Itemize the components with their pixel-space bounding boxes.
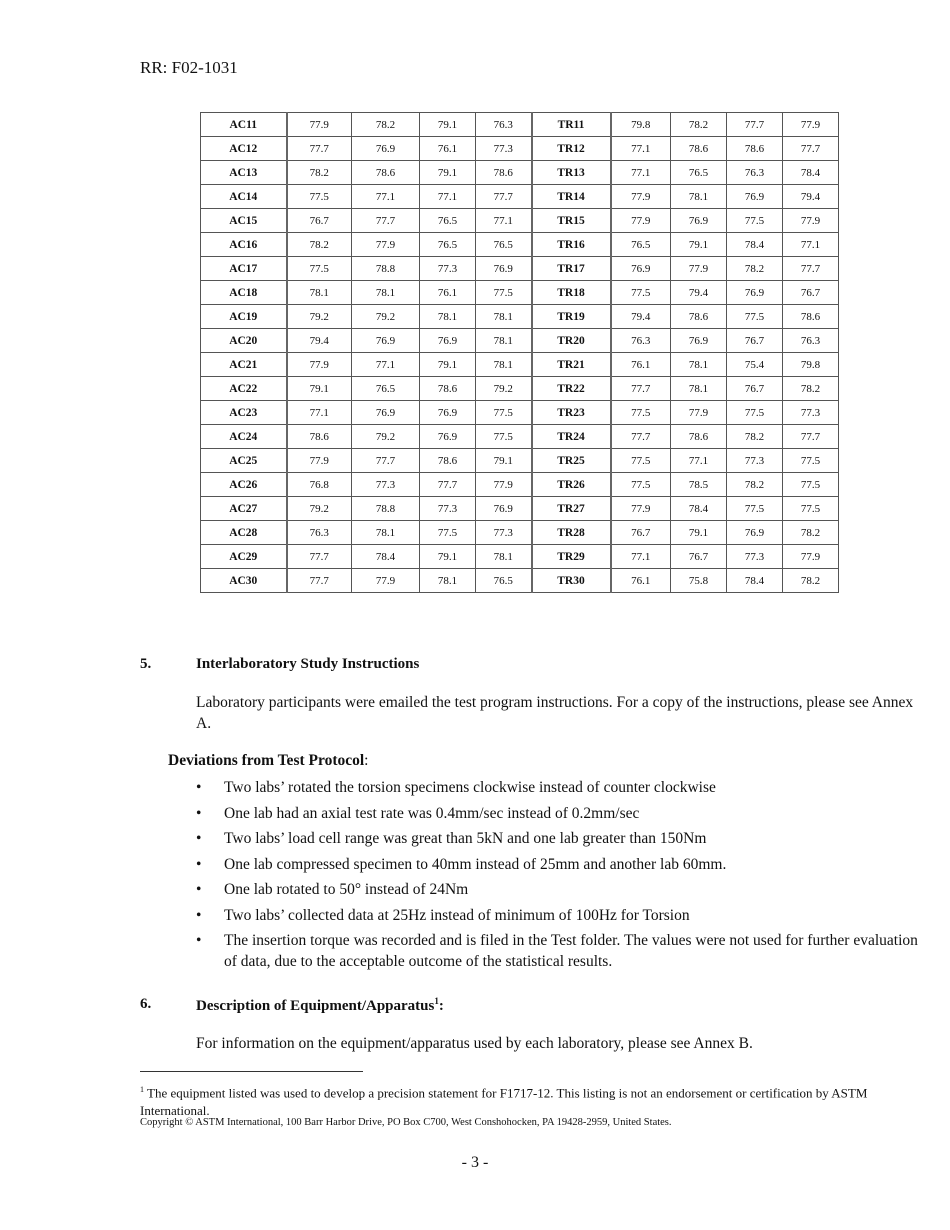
value-cell: 77.9 [352,233,420,257]
value-cell: 76.9 [727,185,783,209]
value-cell: 79.2 [476,377,532,401]
section-6-title [196,996,444,1015]
value-cell: 76.5 [671,161,727,185]
specimen-id-cell: AC24 [201,425,287,449]
specimen-id-cell: AC12 [201,137,287,161]
specimen-id-cell: AC26 [201,473,287,497]
deviation-text: The insertion torque was recorded and is filed in the Test folder. The values were not used for further evaluation of data, due to the acceptable outcome of the statistical results. [224,932,918,970]
specimen-id-cell: AC27 [201,497,287,521]
value-cell: 78.4 [727,233,783,257]
specimen-id-cell: AC19 [201,305,287,329]
value-cell: 77.5 [476,425,532,449]
value-cell: 76.1 [611,353,671,377]
specimen-id-cell: AC16 [201,233,287,257]
deviations-colon: : [364,752,369,769]
value-cell: 77.1 [476,209,532,233]
specimen-id-cell: TR14 [532,185,611,209]
value-cell: 77.3 [476,521,532,545]
value-cell: 77.5 [783,497,839,521]
value-cell: 77.5 [611,449,671,473]
value-cell: 79.1 [420,113,476,137]
value-cell: 76.9 [671,209,727,233]
value-cell: 78.1 [352,281,420,305]
table-row [201,281,839,305]
value-cell: 76.9 [352,137,420,161]
value-cell: 78.2 [727,473,783,497]
value-cell: 78.4 [727,569,783,593]
value-cell: 77.7 [611,377,671,401]
value-cell: 77.5 [727,401,783,425]
specimen-id-cell: TR29 [532,545,611,569]
specimen-id-cell: TR15 [532,209,611,233]
specimen-id-cell: AC21 [201,353,287,377]
value-cell: 77.5 [420,521,476,545]
value-cell: 77.9 [671,257,727,281]
value-cell: 77.9 [287,353,352,377]
value-cell: 77.1 [287,401,352,425]
value-cell: 78.1 [476,353,532,377]
section-6-number: 6. [140,996,152,1012]
deviation-item [196,905,926,926]
value-cell: 76.5 [420,209,476,233]
value-cell: 77.9 [476,473,532,497]
value-cell: 77.7 [287,137,352,161]
value-cell: 77.5 [476,281,532,305]
specimen-id-cell: TR22 [532,377,611,401]
value-cell: 78.2 [352,113,420,137]
value-cell: 78.2 [287,233,352,257]
section-5-body: Laboratory participants were emailed the test program instructions. For a copy of the instructions, please see Annex A. [196,694,914,732]
deviation-text: One lab compressed specimen to 40mm instead of 25mm and another lab 60mm. [224,855,727,873]
value-cell: 77.1 [611,161,671,185]
value-cell: 78.1 [476,305,532,329]
value-cell: 77.7 [476,185,532,209]
value-cell: 76.5 [352,377,420,401]
value-cell: 79.8 [783,353,839,377]
value-cell: 76.1 [611,569,671,593]
value-cell: 78.1 [352,521,420,545]
value-cell: 76.7 [727,377,783,401]
value-cell: 75.4 [727,353,783,377]
value-cell: 79.8 [611,113,671,137]
value-cell: 77.5 [727,305,783,329]
value-cell: 76.1 [420,281,476,305]
value-cell: 78.5 [671,473,727,497]
value-cell: 77.5 [611,281,671,305]
value-cell: 77.5 [611,473,671,497]
value-cell: 77.3 [727,545,783,569]
deviation-text: Two labs’ load cell range was great than 5kN and one lab greater than 150Nm [224,830,707,847]
value-cell: 79.1 [420,545,476,569]
value-cell: 77.9 [783,209,839,233]
value-cell: 78.1 [671,185,727,209]
deviation-item [196,854,926,875]
deviation-text: One lab had an axial test rate was 0.4mm/sec instead of 0.2mm/sec [224,804,640,822]
value-cell: 77.9 [287,113,352,137]
value-cell: 77.7 [287,569,352,593]
specimen-id-cell: TR24 [532,425,611,449]
deviation-text: One lab rotated to 50° instead of 24Nm [224,881,469,898]
value-cell: 79.4 [783,185,839,209]
table-row [201,233,839,257]
value-cell: 79.2 [287,305,352,329]
value-cell: 77.3 [783,401,839,425]
deviation-item [196,930,926,972]
section-5-number: 5. [140,656,152,672]
value-cell: 76.5 [420,233,476,257]
deviation-item [196,803,926,824]
value-cell: 79.4 [287,329,352,353]
deviation-item [196,879,926,900]
value-cell: 78.6 [420,377,476,401]
value-cell: 75.8 [671,569,727,593]
value-cell: 78.4 [783,161,839,185]
deviations-title: Deviations from Test Protocol [168,752,365,769]
value-cell: 77.7 [783,137,839,161]
table-row [201,425,839,449]
specimen-id-cell: AC25 [201,449,287,473]
value-cell: 78.1 [476,329,532,353]
value-cell: 78.6 [783,305,839,329]
value-cell: 77.1 [611,545,671,569]
value-cell: 77.7 [420,473,476,497]
value-cell: 76.3 [476,113,532,137]
value-cell: 77.5 [287,185,352,209]
value-cell: 76.9 [352,329,420,353]
value-cell: 76.5 [611,233,671,257]
value-cell: 77.3 [476,137,532,161]
deviation-item [196,777,926,798]
table-row [201,569,839,593]
value-cell: 78.6 [671,425,727,449]
value-cell: 79.2 [352,305,420,329]
value-cell: 78.2 [727,257,783,281]
value-cell: 78.2 [671,113,727,137]
specimen-id-cell: AC28 [201,521,287,545]
value-cell: 77.1 [783,233,839,257]
specimen-id-cell: TR13 [532,161,611,185]
value-cell: 78.2 [727,425,783,449]
value-cell: 78.8 [352,257,420,281]
deviation-text: Two labs’ collected data at 25Hz instead of minimum of 100Hz for Torsion [224,906,690,924]
specimen-id-cell: TR23 [532,401,611,425]
value-cell: 78.1 [420,569,476,593]
value-cell: 77.9 [783,113,839,137]
table-row [201,401,839,425]
specimen-id-cell: AC11 [201,113,287,137]
value-cell: 79.4 [611,305,671,329]
value-cell: 77.3 [352,473,420,497]
page-number: - 3 - [461,1154,489,1171]
value-cell: 76.5 [476,569,532,593]
value-cell: 76.9 [420,401,476,425]
table-row [201,473,839,497]
value-cell: 77.1 [420,185,476,209]
value-cell: 77.9 [611,209,671,233]
table-row [201,137,839,161]
value-cell: 78.4 [352,545,420,569]
value-cell: 77.9 [671,401,727,425]
bullet-icon: • [196,830,202,847]
value-cell: 76.9 [352,401,420,425]
value-cell: 77.9 [611,497,671,521]
value-cell: 77.7 [352,209,420,233]
specimen-id-cell: TR17 [532,257,611,281]
value-cell: 77.9 [783,545,839,569]
bullet-icon: • [196,804,202,822]
specimen-id-cell: AC18 [201,281,287,305]
value-cell: 78.6 [671,305,727,329]
footnote-text: The equipment listed was used to develop a precision statement for F1717-12. This listing is not an endorsement or certification by ASTM International. [140,1085,868,1119]
value-cell: 76.9 [420,425,476,449]
bullet-icon: • [196,932,202,949]
value-cell: 76.9 [671,329,727,353]
value-cell: 77.9 [287,449,352,473]
value-cell: 79.1 [420,161,476,185]
value-cell: 79.4 [671,281,727,305]
value-cell: 78.6 [287,425,352,449]
specimen-id-cell: AC30 [201,569,287,593]
value-cell: 77.5 [783,449,839,473]
value-cell: 78.6 [727,137,783,161]
table-row [201,521,839,545]
specimen-id-cell: TR18 [532,281,611,305]
value-cell: 78.4 [671,497,727,521]
specimen-id-cell: TR25 [532,449,611,473]
value-cell: 77.7 [783,257,839,281]
table-row [201,449,839,473]
specimen-id-cell: TR16 [532,233,611,257]
specimen-id-cell: TR30 [532,569,611,593]
value-cell: 78.8 [352,497,420,521]
value-cell: 76.7 [671,545,727,569]
value-cell: 76.9 [476,257,532,281]
bullet-icon: • [196,779,202,796]
value-cell: 77.7 [611,425,671,449]
value-cell: 76.9 [727,281,783,305]
specimen-id-cell: AC20 [201,329,287,353]
value-cell: 78.2 [783,569,839,593]
table-row [201,353,839,377]
specimen-id-cell: AC13 [201,161,287,185]
value-cell: 76.5 [476,233,532,257]
value-cell: 77.5 [783,473,839,497]
value-cell: 77.1 [611,137,671,161]
specimen-id-cell: AC29 [201,545,287,569]
value-cell: 78.1 [671,377,727,401]
bullet-icon: • [196,881,202,898]
value-cell: 76.3 [611,329,671,353]
report-id-header: RR: F02-1031 [140,58,238,77]
footnote-divider [140,1071,363,1072]
section-6-body: For information on the equipment/apparatus used by each laboratory, please see Annex B. [196,1035,753,1052]
value-cell: 78.1 [476,545,532,569]
value-cell: 77.1 [352,353,420,377]
value-cell: 77.7 [352,449,420,473]
value-cell: 77.5 [727,209,783,233]
section-5-title: Interlaboratory Study Instructions [196,656,420,672]
value-cell: 78.1 [287,281,352,305]
value-cell: 77.3 [420,257,476,281]
value-cell: 79.1 [671,233,727,257]
value-cell: 78.6 [671,137,727,161]
specimen-id-cell: AC17 [201,257,287,281]
value-cell: 76.3 [783,329,839,353]
value-cell: 76.9 [420,329,476,353]
value-cell: 77.9 [352,569,420,593]
value-cell: 77.1 [671,449,727,473]
value-cell: 77.7 [287,545,352,569]
value-cell: 78.2 [783,521,839,545]
section-6-title-suffix: : [438,998,444,1014]
footnote [140,1081,930,1120]
value-cell: 76.9 [611,257,671,281]
deviation-item [196,828,926,849]
specimen-id-cell: TR11 [532,113,611,137]
footnote-ref: 1 [434,996,439,1006]
value-cell: 79.2 [352,425,420,449]
value-cell: 76.8 [287,473,352,497]
specimen-id-cell: TR20 [532,329,611,353]
bullet-icon: • [196,855,202,873]
deviation-text: Two labs’ rotated the torsion specimens clockwise instead of counter clockwise [224,779,716,796]
specimen-id-cell: TR19 [532,305,611,329]
value-cell: 77.5 [287,257,352,281]
specimen-id-cell: AC14 [201,185,287,209]
value-cell: 77.7 [727,113,783,137]
value-cell: 78.6 [420,449,476,473]
specimen-id-cell: AC15 [201,209,287,233]
value-cell: 79.1 [671,521,727,545]
value-cell: 76.7 [783,281,839,305]
copyright-notice: Copyright © ASTM International, 100 Barr Harbor Drive, PO Box C700, West Conshohocken, PA 19428-2959, United States. [140,1117,672,1128]
footnote-marker: 1 [140,1085,144,1094]
table-row [201,257,839,281]
value-cell: 79.2 [287,497,352,521]
value-cell: 77.5 [476,401,532,425]
value-cell: 77.3 [727,449,783,473]
value-cell: 76.9 [476,497,532,521]
table-body [201,113,839,593]
value-cell: 76.1 [420,137,476,161]
table-row [201,209,839,233]
value-cell: 77.3 [420,497,476,521]
value-cell: 78.1 [420,305,476,329]
specimen-id-cell: TR28 [532,521,611,545]
value-cell: 78.2 [783,377,839,401]
value-cell: 79.1 [420,353,476,377]
value-cell: 79.1 [287,377,352,401]
value-cell: 77.5 [727,497,783,521]
value-cell: 76.7 [611,521,671,545]
value-cell: 76.3 [287,521,352,545]
table-row [201,329,839,353]
value-cell: 78.1 [671,353,727,377]
value-cell: 76.9 [727,521,783,545]
table-row [201,497,839,521]
specimen-id-cell: TR21 [532,353,611,377]
value-cell: 78.2 [287,161,352,185]
value-cell: 76.7 [727,329,783,353]
specimen-id-cell: TR27 [532,497,611,521]
deviations-list [196,777,926,977]
value-cell: 78.6 [476,161,532,185]
value-cell: 77.1 [352,185,420,209]
deviations-heading [168,752,368,770]
section-6-title-text: Description of Equipment/Apparatus [196,998,435,1014]
value-cell: 77.7 [783,425,839,449]
value-cell: 79.1 [476,449,532,473]
specimen-id-cell: TR12 [532,137,611,161]
table-row [201,545,839,569]
value-cell: 77.5 [611,401,671,425]
table-row [201,161,839,185]
table-row [201,113,839,137]
value-cell: 78.6 [352,161,420,185]
value-cell: 77.9 [611,185,671,209]
specimen-id-cell: TR26 [532,473,611,497]
specimen-id-cell: AC23 [201,401,287,425]
value-cell: 76.7 [287,209,352,233]
table-row [201,185,839,209]
table-row [201,305,839,329]
test-results-table [200,112,839,593]
bullet-icon: • [196,906,202,924]
specimen-id-cell: AC22 [201,377,287,401]
table-row [201,377,839,401]
value-cell: 76.3 [727,161,783,185]
